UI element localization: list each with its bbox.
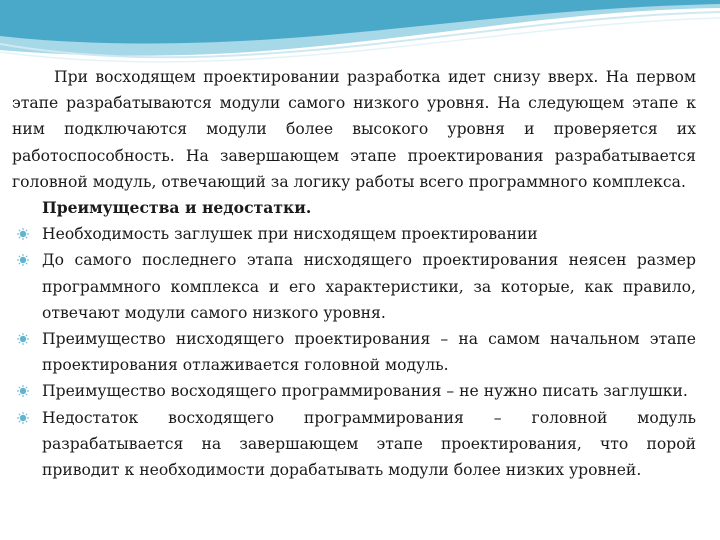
bullet-list xyxy=(12,221,696,483)
list-item xyxy=(12,221,696,247)
sun-bullet-icon xyxy=(17,385,29,397)
header-wave-decoration xyxy=(0,0,720,70)
list-item xyxy=(12,405,696,484)
intro-paragraph: При восходящем проектировании разработка идет снизу вверх. На первом этапе разрабатываются модули самого низкого уровня. На следующем этапе к ним подключаются модули более высокого уровня и проверяется их работоспособность. На завершающем этапе проектирования разрабатывается головной модуль, отвечающий за логику работы всего программного комплекса. xyxy=(12,68,696,191)
bullet-text: Преимущество восходящего программирования – не нужно писать заглушки. xyxy=(42,382,688,401)
sun-bullet-icon xyxy=(17,254,29,266)
sun-bullet-icon xyxy=(17,412,29,424)
slide-body xyxy=(12,64,696,483)
bullet-text: До самого последнего этапа нисходящего проектирования неясен размер программного комплекса и его характеристики, за которые, как правило, отвечают модули самого низкого уровня. xyxy=(42,251,696,322)
bullet-text: Недостаток восходящего программирования – головной модуль разрабатывается на завершающем этапе проектирования, что порой приводит к необходимости дорабатывать модули более низких уровней. xyxy=(42,408,696,480)
bullet-text: Преимущество нисходящего проектирования – на самом начальном этапе проектирования отлаживается головной модуль. xyxy=(42,330,696,375)
bullet-text: Необходимость заглушек при нисходящем проектировании xyxy=(42,225,538,244)
sun-bullet-icon xyxy=(17,228,29,240)
sun-bullet-icon xyxy=(17,333,29,345)
section-heading: Преимущества и недостатки. xyxy=(42,198,312,218)
list-item xyxy=(12,247,696,326)
list-item xyxy=(12,326,696,378)
list-item xyxy=(12,378,696,404)
